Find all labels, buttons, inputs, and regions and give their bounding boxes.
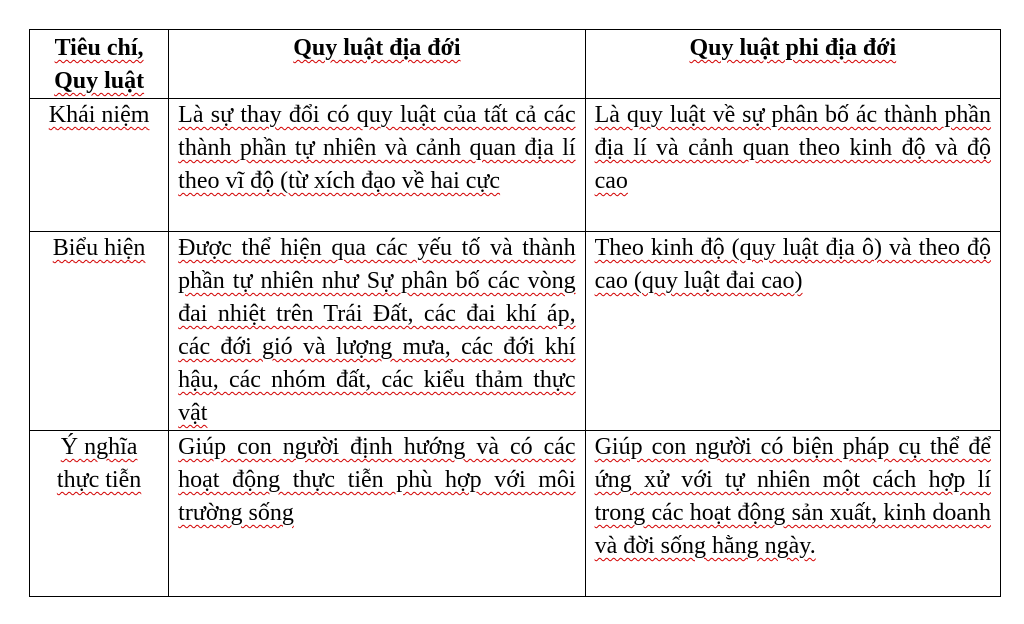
table-row xyxy=(30,232,1001,431)
criterion-cell: Khái niệm xyxy=(30,99,169,232)
header-azonal: Quy luật phi địa đới xyxy=(585,30,1000,99)
zonal-cell: Là sự thay đổi có quy luật của tất cả các thành phần tự nhiên và cảnh quan địa lí theo vĩ độ (từ xích đạo về hai cực xyxy=(169,99,585,232)
criterion-cell: Biểu hiện xyxy=(30,232,169,431)
zonal-cell: Giúp con người định hướng và có các hoạt động thực tiễn phù hợp với môi trường sống xyxy=(169,431,585,597)
criterion-cell: Ý nghĩa thực tiễn xyxy=(30,431,169,597)
header-row xyxy=(30,30,1001,99)
azonal-cell: Là quy luật về sự phân bố ác thành phần địa lí và cảnh quan theo kinh độ và độ cao xyxy=(585,99,1000,232)
azonal-cell: Giúp con người có biện pháp cụ thể để ứng xử với tự nhiên một cách hợp lí trong các hoạt động sản xuất, kinh doanh và đời sống hằng ngày. xyxy=(585,431,1000,597)
table-row xyxy=(30,99,1001,232)
header-zonal: Quy luật địa đới xyxy=(169,30,585,99)
header-criteria: Tiêu chí, Quy luật xyxy=(30,30,169,99)
comparison-table xyxy=(29,29,1001,597)
azonal-cell: Theo kinh độ (quy luật địa ô) và theo độ cao (quy luật đai cao) xyxy=(585,232,1000,431)
zonal-cell: Được thể hiện qua các yếu tố và thành phần tự nhiên như Sự phân bố các vòng đai nhiệt trên Trái Đất, các đai khí áp, các đới gió và lượng mưa, các đới khí hậu, các nhóm đất, các kiểu thảm thực vật xyxy=(169,232,585,431)
table-row xyxy=(30,431,1001,597)
